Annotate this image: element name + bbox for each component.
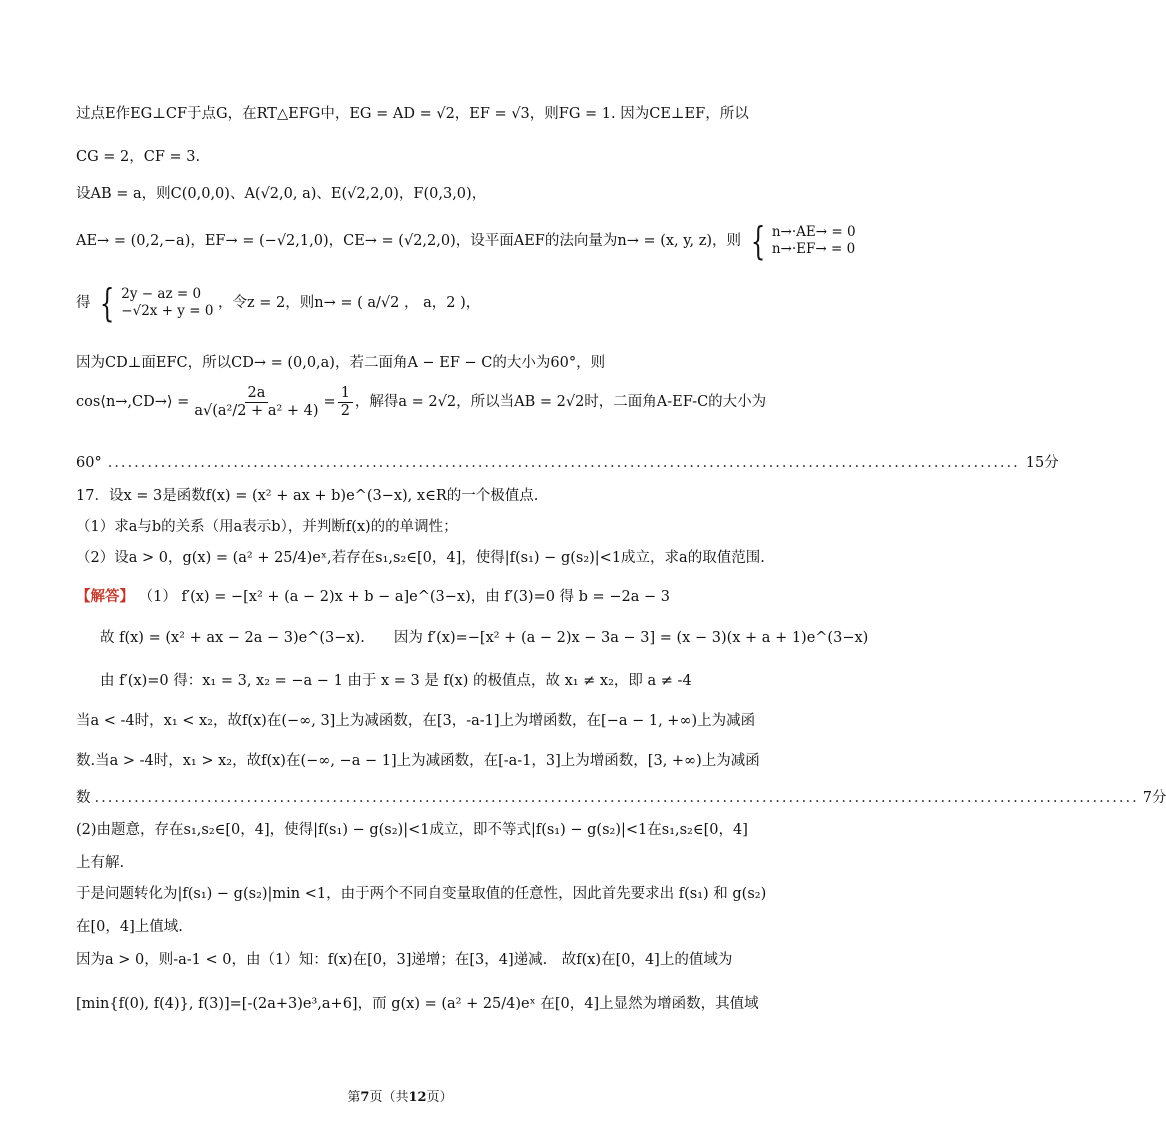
text-line: 过点E作EG⊥CF于点G，在RT△EFG中，EG = AD = √2，EF = √3，则FG = 1. 因为CE⊥EF，所以 — [76, 106, 749, 122]
text-line-post: ，解得a = 2√2，所以当AB = 2√2时，二面角A-EF-C的大小为 — [354, 394, 767, 411]
text-line: 当a < -4时，x₁ < x₂，故f(x)在(−∞, 3]上为减函数，在[3，-a-1]上为增函数，在[−a − 1, +∞)上为减函 — [76, 713, 756, 729]
system-equation-2: n→·EF→ = 0 — [771, 241, 856, 257]
score-line-left: 60° — [76, 455, 102, 471]
score-label: 15分 — [1025, 455, 1059, 471]
page-number: 7 — [360, 1090, 370, 1105]
dotted-leader: .............................................................................................................................................................. — [94, 790, 1139, 806]
fraction-denominator: 2 — [340, 403, 350, 420]
fraction — [191, 385, 321, 421]
text-line: [min{f(0), f(4)}, f(3)]=[-(2a+3)e³,a+6]，而 g(x) = (a² + 25/4)eˣ 在[0，4]上显然为增函数，其值域 — [76, 996, 759, 1012]
text-line: 因为CD⊥面EFC，所以CD→ = (0,0,a)，若二面角A − EF − C的大小为60°，则 — [76, 355, 606, 371]
fraction-half — [338, 385, 353, 421]
text-line: 设AB = a，则C(0,0,0)、A(√2,0, a)、E(√2,2,0)，F(0,3,0)， — [76, 186, 487, 202]
text-line-pre: 得 — [76, 295, 91, 311]
page-footer — [0, 1086, 800, 1105]
text-line-normal-vector — [76, 219, 856, 263]
brace: { — [99, 281, 115, 325]
fraction-numerator: 1 — [338, 385, 353, 403]
score-line — [76, 790, 1166, 807]
answer-text: （1） f′(x) = −[x² + (a − 2)x + b − a]e^(3−x)，由 f′(3)=0 得 b = −2a − 3 — [138, 589, 670, 605]
footer-prefix: 第 — [347, 1090, 361, 1105]
text-line-cosine — [76, 385, 767, 421]
system-equation-1: 2y − az = 0 — [121, 286, 202, 303]
answer-tag: 【解答】 — [76, 588, 134, 605]
system-equation-1: n→·AE→ = 0 — [771, 224, 856, 241]
equals-sign: = — [323, 394, 336, 411]
question-part-1: （1）求a与b的关系（用a表示b），并判断f(x)的的单调性； — [76, 519, 458, 535]
footer-mid: 页（共 — [369, 1090, 409, 1105]
fraction-denominator: a√(a²/2 + a² + 4) — [194, 403, 319, 420]
text-line: 由 f′(x)=0 得：x₁ = 3, x₂ = −a − 1 由于 x = 3 是 f(x) 的极值点，故 x₁ ≠ x₂，即 a ≠ -4 — [100, 673, 692, 689]
answer-line — [76, 588, 744, 606]
dotted-leader: .......................................................................................................................................... — [107, 455, 1020, 471]
text-line: CG = 2，CF = 3. — [76, 149, 201, 165]
text-line: 在[0，4]上值域. — [76, 919, 183, 935]
text-line: 因为a > 0，则-a-1 < 0，由（1）知：f(x)在[0，3]递增；在[3，4]递减. 故f(x)在[0，4]上的值域为 — [76, 952, 733, 968]
score-line-left: 数 — [76, 790, 91, 806]
equation-system — [746, 219, 856, 263]
question-part-2: （2）设a > 0，g(x) = (a² + 25/4)eˣ,若存在s₁,s₂∈[0，4]，使得|f(s₁) − g(s₂)|<1成立，求a的取值范围. — [76, 550, 765, 566]
text-line: 故 f(x) = (x² + ax − 2a − 3)e^(3−x). 因为 f′(x)=−[x² + (a − 2)x − 3a − 3] = (x − 3)(x + a + 1)e^(3−x) — [100, 630, 869, 646]
text-line: 数.当a > -4时，x₁ > x₂，故f(x)在(−∞, −a − 1]上为减函数，在[-a-1，3]上为增函数，[3, +∞)上为减函 — [76, 753, 760, 769]
cosine-label: cos⟨n→,CD→⟩ = — [76, 394, 190, 411]
score-label: 7分 — [1142, 790, 1166, 806]
system-equation-2: −√2x + y = 0 — [121, 303, 214, 319]
fraction-numerator: 2a — [245, 385, 269, 403]
question-title: 17．设x = 3是函数f(x) = (x² + ax + b)e^(3−x), x∈R的一个极值点. — [76, 488, 539, 504]
text-line-solve — [76, 281, 744, 325]
footer-suffix: 页） — [426, 1090, 453, 1105]
equation-system — [95, 281, 214, 325]
text-line-post: ，令z = 2，则n→ = ( a/√2 ， a，2 )， — [218, 295, 481, 311]
text-line-main: AE→ = (0,2,−a)，EF→ = (−√2,1,0)，CE→ = (√2,2,0)，设平面AEF的法向量为n→ = (x, y, z)，则 — [76, 233, 742, 249]
score-line — [76, 455, 1059, 472]
text-line: (2)由题意，存在s₁,s₂∈[0，4]，使得|f(s₁) − g(s₂)|<1成立，即不等式|f(s₁) − g(s₂)|<1在s₁,s₂∈[0，4] — [76, 822, 748, 838]
text-line: 于是问题转化为|f(s₁) − g(s₂)|min <1，由于两个不同自变量取值的任意性，因此首先要求出 f(s₁) 和 g(s₂) — [76, 886, 767, 902]
text-line: 上有解. — [76, 855, 125, 871]
page-total: 12 — [408, 1090, 427, 1105]
brace: { — [750, 219, 766, 263]
